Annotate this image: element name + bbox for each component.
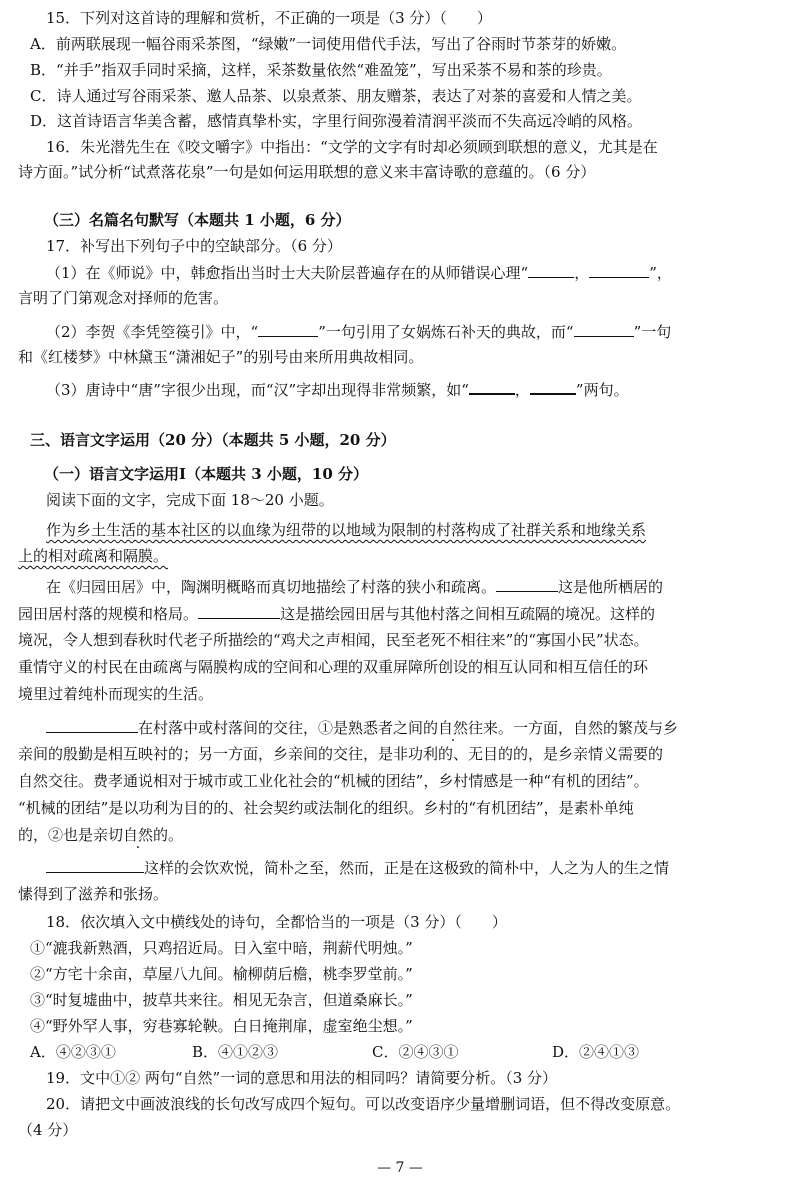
q18-choice-d: D．②④①③: [552, 1043, 640, 1061]
part-3-title: 三、语言文字运用（20 分）（本题共 5 小题，20 分）: [30, 431, 396, 449]
q18-poem-1: ①“漉我新熟酒，只鸡招近局。日入室中暗，荆薪代明烛。”: [30, 939, 413, 957]
page-number: — 7 —: [377, 1160, 423, 1176]
dotted-word-ziran: 自然: [438, 719, 469, 737]
answer-blank[interactable]: [528, 262, 574, 278]
q17-item2-text-c: ”一句: [633, 323, 672, 341]
q17-item1-text-c: ”，: [649, 264, 672, 282]
part-3-subtitle: （一）语言文字运用Ⅰ（本题共 3 小题，10 分）: [44, 465, 368, 483]
wavy-underlined-text: 上的相对疏离和隔膜。: [18, 547, 169, 565]
passage-text: 在村落中或村落间的交往，①是熟悉者之间的: [138, 719, 439, 737]
passage-p3-line1: [46, 857, 669, 878]
q15-option-c: C．诗人通过写谷雨采茶、邀人品茶、以泉煮茶、朋友赠茶，表达了对茶的喜爱和人情之美。: [30, 87, 642, 105]
passage-text: 这是描绘园田居与其他村落之间相互疏隔的境况。这样的: [280, 605, 656, 623]
passage-text: 这是他所栖居的: [558, 578, 664, 596]
q19-stem: 19．文中①② 两句“自然”一词的意思和用法的相同吗？请简要分析。（3 分）: [46, 1069, 558, 1087]
q17-stem: 17．补写出下列句子中的空缺部分。（6 分）: [46, 237, 342, 255]
passage-p2-line1: [46, 717, 678, 738]
answer-blank[interactable]: [258, 321, 318, 337]
passage-p1-line4: 重情守义的村民在由疏离与隔膜构成的空间和心理的双重屏障所创设的相互认同和相互信任的环: [18, 658, 649, 676]
passage-text: 园田居村落的规模和格局。: [18, 605, 199, 623]
passage-wavy-line2: [18, 546, 168, 566]
passage-p1-line5: 境里过着纯朴而现实的生活。: [18, 685, 214, 703]
q15-stem: 15．下列对这首诗的理解和赏析，不正确的一项是（3 分）（ ）: [46, 9, 492, 27]
q20-line2: （4 分）: [18, 1121, 78, 1139]
passage-p1-line2: [18, 603, 655, 624]
q18-choice-c: C．②④③①: [372, 1043, 459, 1061]
q16-line2: 诗方面。”试分析“试煮落花泉”一句是如何运用联想的意义来丰富诗歌的意蕴的。（6 分）: [18, 163, 596, 181]
q17-item1-line2: 言明了门第观念对择师的危害。: [18, 289, 229, 307]
poem-blank[interactable]: [46, 717, 138, 733]
reading-instruction: 阅读下面的文字，完成下面 18～20 小题。: [46, 491, 334, 509]
q17-item3-text-b: ，: [514, 381, 530, 399]
passage-text: 在《归园田居》中，陶渊明概略而真切地描绘了村落的狭小和疏离。: [46, 578, 497, 596]
q18-choice-a: A．④②③①: [30, 1043, 116, 1061]
answer-blank[interactable]: [589, 262, 649, 278]
q17-item3: [46, 378, 629, 400]
passage-p3-line2: 愫得到了滋养和张扬。: [18, 885, 169, 903]
passage-p1-line3: 境况，令人想到春秋时代老子所描绘的“鸡犬之声相闻，民至老死不相往来”的“寡国小民”状态。: [18, 631, 649, 649]
passage-wavy-line1: [46, 520, 646, 540]
q18-stem: 18．依次填入文中横线处的诗句，全都恰当的一项是（3 分）（ ）: [46, 913, 507, 931]
answer-blank[interactable]: [469, 378, 515, 395]
q18-choice-b: B．④①②③: [192, 1043, 279, 1061]
q18-poem-3: ③“时复墟曲中，披草共来往。相见无杂言，但道桑麻长。”: [30, 991, 413, 1009]
q15-option-a: A．前两联展现一幅谷雨采茶图，“绿嫩”一词使用借代手法，写出了谷雨时节茶芽的娇嫩。: [30, 35, 627, 53]
passage-p1-line1: [46, 576, 663, 597]
answer-blank[interactable]: [530, 378, 576, 395]
poem-blank[interactable]: [198, 603, 280, 619]
q17-item3-text-a: （3）唐诗中“唐”字很少出现，而“汉”字却出现得非常频繁，如“: [46, 381, 469, 399]
dotted-word-ziran: 自然: [123, 826, 154, 844]
q16-line1: 16．朱光潜先生在《咬文嚼字》中指出：“文学的文字有时却必须顾到联想的意义，尤其是在: [46, 138, 658, 156]
q17-item1-line1: [46, 262, 672, 283]
poem-blank[interactable]: [46, 857, 144, 873]
section-3-title: （三）名篇名句默写（本题共 1 小题，6 分）: [44, 211, 351, 229]
answer-blank[interactable]: [574, 321, 634, 337]
q18-poem-4: ④“野外罕人事，穷巷寡轮鞅。白日掩荆扉，虚室绝尘想。”: [30, 1017, 413, 1035]
passage-text: 的。: [153, 826, 184, 844]
q17-item1-text-b: ，: [574, 264, 590, 282]
q17-item3-text-c: ”两句。: [575, 381, 629, 399]
wavy-underlined-text: 作为乡土生活的基本社区的以血缘为纽带的以地域为限制的村落构成了社群关系和地缘关系: [46, 521, 647, 539]
q17-item1-text-a: （1）在《师说》中，韩愈指出当时士大夫阶层普遍存在的从师错误心理“: [46, 264, 529, 282]
q17-item2-line1: [46, 321, 671, 342]
passage-p2-line5: [18, 825, 183, 845]
passage-p2-line3: 自然交往。费孝通说相对于城市或工业化社会的“机械的团结”，乡村情感是一种“有机的团结”。: [18, 772, 649, 790]
passage-text: 这样的会饮欢悦，简朴之至，然而，正是在这极致的简朴中，人之为人的生之情: [144, 859, 670, 877]
passage-p2-line2: 亲间的殷勤是相互映衬的；另一方面，乡亲间的交往，是非功利的、无目的的，是乡亲情义需要的: [18, 745, 664, 763]
passage-text: 的，②也是亲切: [18, 826, 124, 844]
q20-line1: 20．请把文中画波浪线的长句改写成四个短句。可以改变语序少量增删词语，但不得改变原意。: [46, 1095, 681, 1113]
q17-item2-line2: 和《红楼梦》中林黛玉“潇湘妃子”的别号由来所用典故相同。: [18, 348, 424, 366]
q17-item2-text-b: ”一句引用了女娲炼石补天的典故，而“: [318, 323, 574, 341]
passage-text: 往来。一方面，自然的繁茂与乡: [468, 719, 679, 737]
q17-item2-text-a: （2）李贺《李凭箜篌引》中，“: [46, 323, 259, 341]
poem-blank[interactable]: [496, 576, 558, 592]
q18-poem-2: ②“方宅十余亩，草屋八九间。榆柳荫后檐，桃李罗堂前。”: [30, 965, 413, 983]
q15-option-d: D．这首诗语言华美含蓄，感情真挚朴实，字里行间弥漫着清润平淡而不失高远冷峭的风格。: [30, 112, 643, 130]
q15-option-b: B．“并手”指双手同时采摘，这样，采茶数量依然“难盈笼”，写出采茶不易和茶的珍贵。: [30, 61, 612, 79]
passage-p2-line4: “机械的团结”是以功利为目的的、社会契约或法制化的组织。乡村的“有机团结”，是素朴单纯: [18, 799, 634, 817]
